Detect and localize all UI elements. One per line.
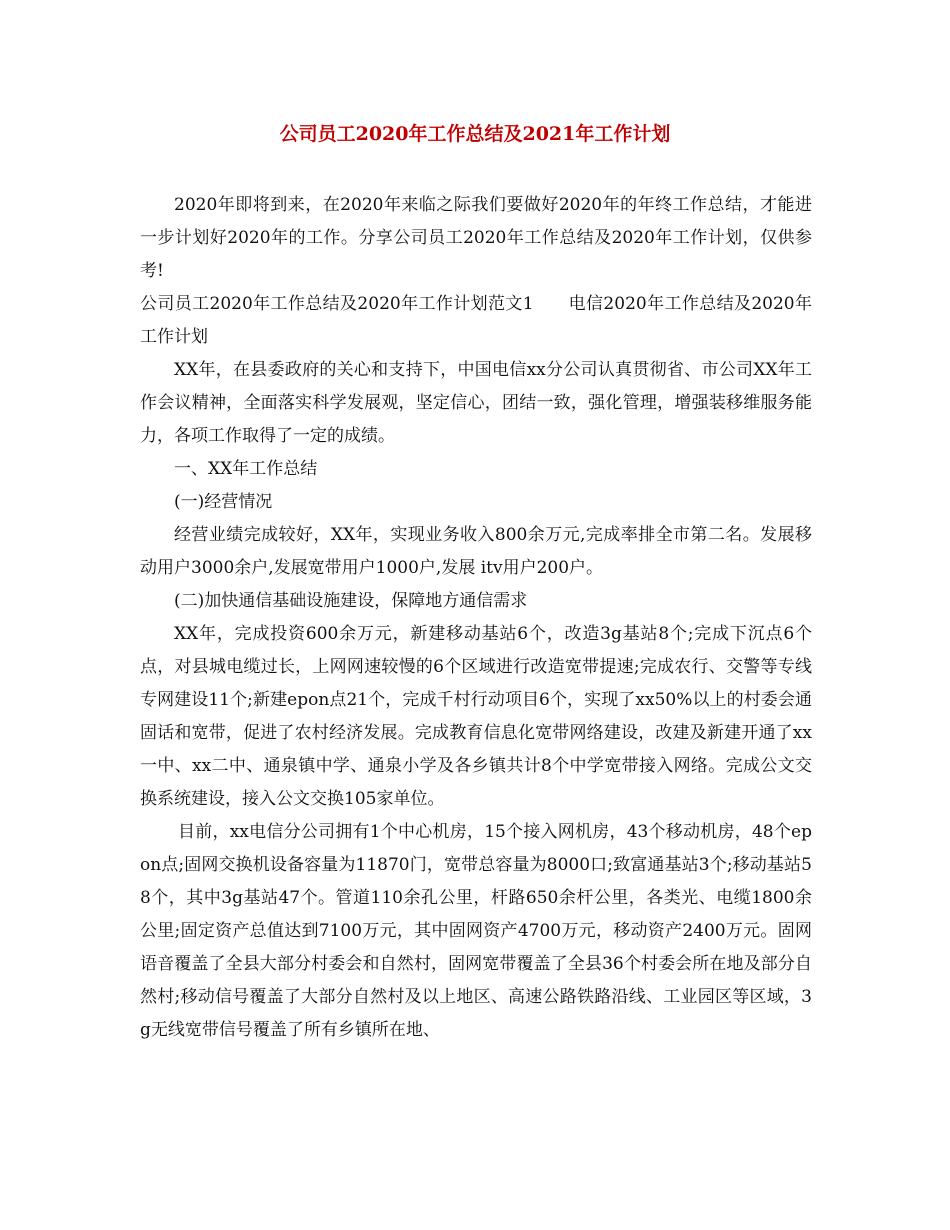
document-body: [140, 189, 812, 1047]
paragraph-overview: XX年，在县委政府的关心和支持下，中国电信xx分公司认真贯彻省、市公司XX年工作会议精神，全面落实科学发展观，坚定信心，团结一致，强化管理，增强装移维服务能力，各项工作取得了一定的成绩。: [140, 360, 812, 446]
paragraph-subtitle: 公司员工2020年工作总结及2020年工作计划范文1 电信2020年工作总结及2020年工作计划: [140, 294, 812, 347]
paragraph-intro: 2020年即将到来，在2020年来临之际我们要做好2020年的年终工作总结，才能进一步计划好2020年的工作。分享公司员工2020年工作总结及2020年工作计划，仅供参考!: [140, 195, 812, 281]
document-title: 公司员工2020年工作总结及2021年工作计划: [279, 123, 671, 145]
subsection-heading-operations: (一)经营情况: [174, 492, 273, 512]
section-heading-summary: 一、XX年工作总结: [174, 459, 318, 479]
subsection-heading-infrastructure: (二)加快通信基础设施建设，保障地方通信需求: [174, 591, 528, 611]
paragraph-infrastructure: XX年，完成投资600余万元，新建移动基站6个，改造3g基站8个;完成下沉点6个点，对县城电缆过长，上网网速较慢的6个区域进行改造宽带提速;完成农行、交警等专线专网建设11个;新建epon点21个，完成千村行动项目6个，实现了xx50%以上的村委会通固话和宽带，促进了农村经济发展。完成教育信息化宽带网络建设，改建及新建开通了xx一中、xx二中、通泉镇中学、通泉小学及各乡镇共计8个中学宽带接入网络。完成公文交换系统建设，接入公文交换105家单位。: [140, 624, 812, 809]
paragraph-operations: 经营业绩完成较好，XX年，实现业务收入800余万元,完成率排全市第二名。发展移动用户3000余户,发展宽带用户1000户,发展 itv用户200户。: [140, 525, 812, 578]
paragraph-current-status: 目前，xx电信分公司拥有1个中心机房，15个接入网机房，43个移动机房，48个epon点;固网交换机设备容量为11870门，宽带总容量为8000口;致富通基站3个;移动基站58个，其中3g基站47个。管道110余孔公里，杆路650余杆公里，各类光、电缆1800余公里;固定资产总值达到7100万元，其中固网资产4700万元，移动资产2400万元。固网语音覆盖了全县大部分村委会和自然村，固网宽带覆盖了全县36个村委会所在地及部分自然村;移动信号覆盖了大部分自然村及以上地区、高速公路铁路沿线、工业园区等区域，3g无线宽带信号覆盖了所有乡镇所在地、: [140, 822, 812, 1040]
